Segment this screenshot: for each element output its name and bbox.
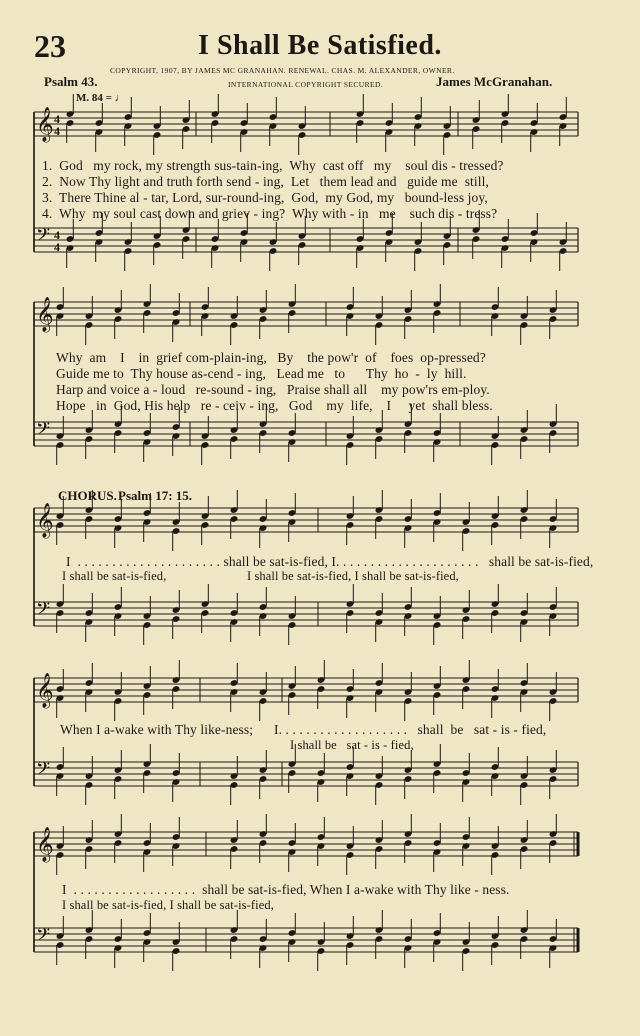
hymn-title: I Shall Be Satisfied.	[198, 30, 442, 61]
bass-clef: 𝄢	[36, 599, 51, 624]
verse-3-line-2: Harp and voice a - loud re-sound - ing, Praise shall all my pow'rs em-ploy.	[56, 382, 490, 397]
bass-clef: 𝄢	[36, 925, 51, 950]
verse-4-line-1: 4. Why my soul cast down and griev - ing? Why with - in me such dis - tress?	[42, 206, 498, 221]
verse-3-line-1: 3. There Thine al - tar, Lord, sur-round-ing, God, my God, my bound-less joy,	[42, 190, 488, 205]
treble-clef: 𝄞	[36, 297, 54, 332]
chorus-scripture: Psalm 17: 15.	[118, 488, 193, 503]
time-signature-bottom: 4	[54, 240, 60, 254]
international-copyright: INTERNATIONAL COPYRIGHT SECURED.	[228, 80, 384, 89]
chorus-line-3-lower: I shall be sat-is-fied, I shall be sat-is-fied,	[62, 898, 274, 912]
bass-clef: 𝄢	[36, 225, 51, 250]
hymn-number: 23	[34, 28, 66, 64]
verse-1-line-1: 1. God my rock, my strength sus-tain-ing, Why cast off my soul dis - tressed?	[42, 158, 504, 173]
verse-4-line-2: Hope in God, His help re - ceiv - ing, God my life, I yet shall bless.	[56, 398, 493, 413]
chorus-line-2-upper: When I a-wake with Thy like-ness; I. . . . . . . . . . . . . . . . . . . shall be sat - is - fied,	[60, 722, 547, 737]
tempo-marking: M. 84 = ♩	[76, 92, 126, 104]
chorus-line-1-upper: I . . . . . . . . . . . . . . . . . . . . . shall be sat-is-fied, I. . . . . . . . . . . . . . . . . . . . . shall be sat-is-fied,	[66, 554, 594, 569]
scripture-reference: Psalm 43.	[44, 74, 98, 89]
chorus-line-1-lower: I shall be sat-is-fied, I shall be sat-is-fied, I shall be sat-is-fied,	[62, 569, 459, 583]
chorus-line-2-lower: I shall be sat - is - fied,	[290, 738, 414, 752]
time-signature-bottom: 4	[54, 124, 60, 138]
composer-credit: James McGranahan.	[436, 74, 553, 89]
time-signature-top: 4	[54, 228, 60, 242]
bass-clef: 𝄢	[36, 419, 51, 444]
treble-clef: 𝄞	[36, 107, 54, 142]
verse-2-line-2: Guide me to Thy house as-cend - ing, Lead me to Thy ho - ly hill.	[56, 366, 467, 381]
copyright-notice: COPYRIGHT, 1907, BY JAMES MC GRANAHAN. RENEWAL. CHAS. M. ALEXANDER, OWNER.	[110, 66, 455, 75]
treble-clef: 𝄞	[36, 503, 54, 538]
treble-clef: 𝄞	[36, 827, 54, 862]
verse-2-line-1: 2. Now Thy light and truth forth send - ing, Let them lead and guide me still,	[42, 174, 489, 189]
chorus-line-3-upper: I . . . . . . . . . . . . . . . . . . shall be sat-is-fied, When I a-wake with Thy like - ness.	[62, 882, 510, 897]
bass-clef: 𝄢	[36, 759, 51, 784]
verse-1-line-2: Why am I in grief com-plain-ing, By the pow'r of foes op-pressed?	[56, 350, 486, 365]
chorus-label: CHORUS.	[58, 488, 117, 503]
treble-clef: 𝄞	[36, 673, 54, 708]
time-signature-top: 4	[54, 112, 60, 126]
